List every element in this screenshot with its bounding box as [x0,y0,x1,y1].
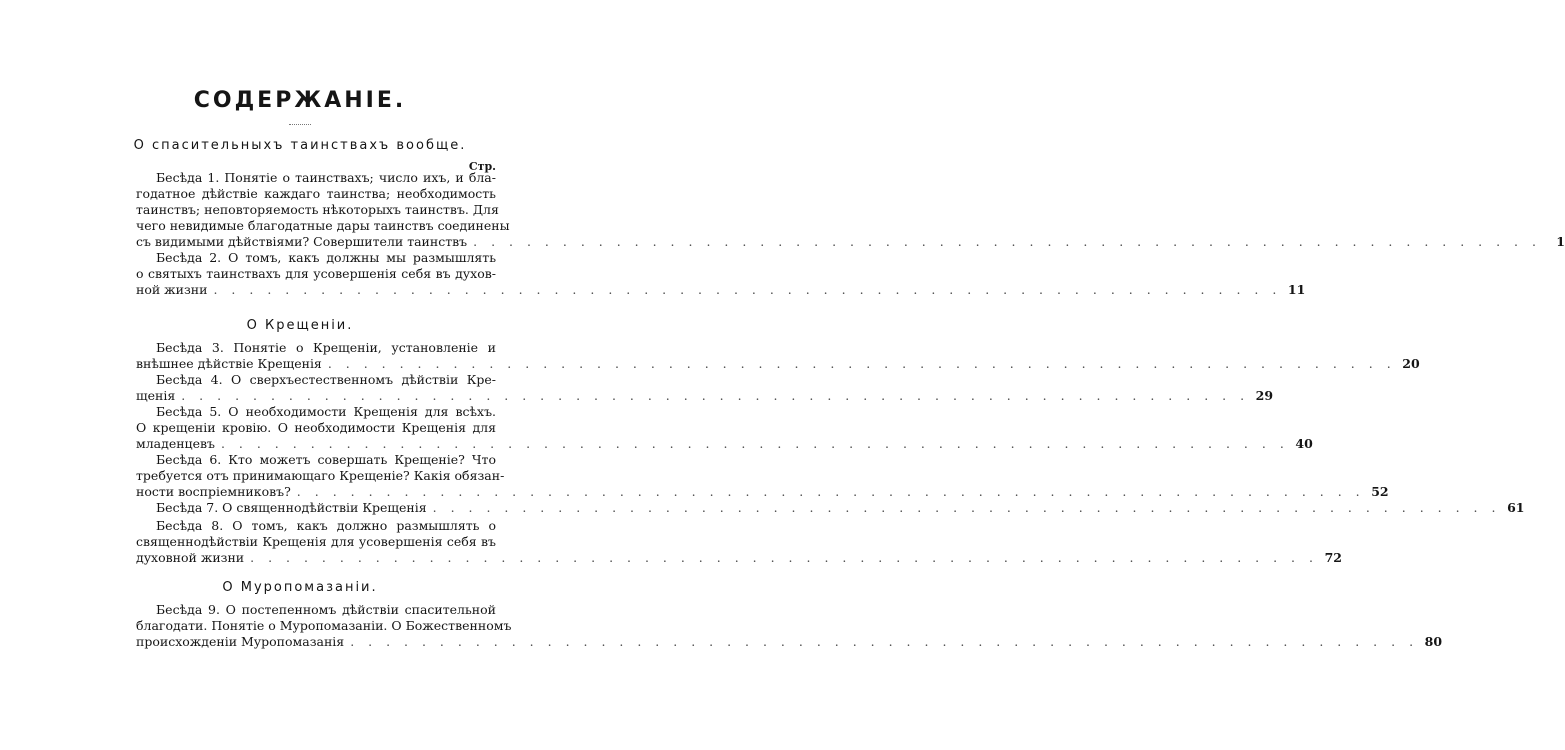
dot-leader [427,500,1501,516]
toc-entry-line [136,388,1274,404]
toc-entry-line: о святыхъ таинствахъ для усовершенія себя въ духов- [136,266,496,281]
toc-entry [136,340,1420,372]
toc-entry-line [136,634,1443,650]
toc-entry-line [136,282,1306,298]
page-number: 20 [1402,356,1420,371]
toc-entry-text: происхожденіи Муропомазанія [136,634,345,649]
page-number: 52 [1371,484,1389,499]
toc-entry-line: Бесѣда 8. О томъ, какъ должно размышлять о [156,518,496,533]
toc-entry-line: Бесѣда 9. О постепенномъ дѣйствіи спасительной [156,602,496,617]
toc-entry [136,518,1342,566]
toc-entry [136,404,1313,452]
toc-entry [136,372,1274,404]
section-heading: О Муропомазаніи. [222,580,378,595]
toc-entry-text: щенія [136,388,176,403]
toc-entry [136,250,1306,298]
title-ornament-rule [289,124,311,125]
dot-leader [322,356,1396,372]
toc-entry-line: священнодѣйствіи Крещенія для усовершенія себя въ [136,534,496,549]
toc-entry-text: Бесѣда 7. О священнодѣйствіи Крещенія [156,500,427,515]
page-number: 29 [1255,388,1274,403]
toc-entry [136,602,1443,650]
toc-entry-line: Бесѣда 3. Понятіе о Крещеніи, установленіе и [156,340,496,355]
toc-entry-text: ности воспріемниковъ? [136,484,291,499]
dot-leader [291,484,1365,500]
toc-entry-line: чего невидимые благодатные дары таинствъ соединены [136,218,510,233]
page-number: 72 [1324,550,1342,565]
toc-entry-text: внѣшнее дѣйствіе Крещенія [136,356,322,371]
toc-entry [136,500,1525,516]
dot-leader [175,388,1249,404]
toc-entry-line [136,234,1565,250]
toc-entry-text: духовной жизни [136,550,245,565]
toc-entry-text: ной жизни [136,282,208,297]
toc-entry-text: младенцевъ [136,436,215,451]
toc-entry-line [136,500,1525,516]
toc-entry-line: О крещеніи кровію. О необходимости Крещенія для [136,420,496,435]
toc-entry-line: Бесѣда 2. О томъ, какъ должны мы размышлять [156,250,496,265]
dot-leader [207,282,1281,298]
toc-entry-line: Бесѣда 5. О необходимости Крещенія для всѣхъ. [156,404,496,419]
dot-leader [244,550,1318,566]
toc-entry-line: годатное дѣйствіе каждаго таинства; необходимость [136,186,496,201]
page-number: 1 [1556,234,1565,249]
page-title: СОДЕРЖАНІЕ. [193,88,407,113]
toc-entry-line: требуется отъ принимающаго Крещеніе? Какія обязан- [136,468,505,483]
toc-entry-line [136,484,1389,500]
section-heading: О Крещеніи. [246,318,354,333]
dot-leader [215,436,1289,452]
toc-entry-line: Бесѣда 6. Кто можетъ совершать Крещеніе? Что [156,452,496,467]
toc-entry-line: таинствъ; неповторяемость нѣкоторыхъ таинствъ. Для [136,202,499,217]
section-heading: О спасительныхъ таинствахъ вообще. [133,138,467,153]
toc-entry-line: благодати. Понятіе о Муропомазаніи. О Божественномъ [136,618,512,633]
page-number: 11 [1287,282,1306,297]
toc-entry [136,170,1565,250]
page-number: 40 [1295,436,1313,451]
page-number: 80 [1424,634,1443,649]
toc-entry-line: Бесѣда 4. О сверхъестественномъ дѣйствіи Кре- [156,372,496,387]
dot-leader [344,634,1418,650]
toc-entry-line [136,550,1342,566]
page-column-header: Стр. [468,160,496,173]
toc-entry-line [136,356,1420,372]
toc-entry [136,452,1389,500]
dot-leader [467,234,1541,250]
page-number: 61 [1507,500,1525,515]
toc-entry-line: Бесѣда 1. Понятіе о таинствахъ; число ихъ, и бла- [156,170,496,185]
toc-entry-line [136,436,1313,452]
toc-entry-text: съ видимыми дѣйствіями? Совершители таинствъ [136,234,468,249]
